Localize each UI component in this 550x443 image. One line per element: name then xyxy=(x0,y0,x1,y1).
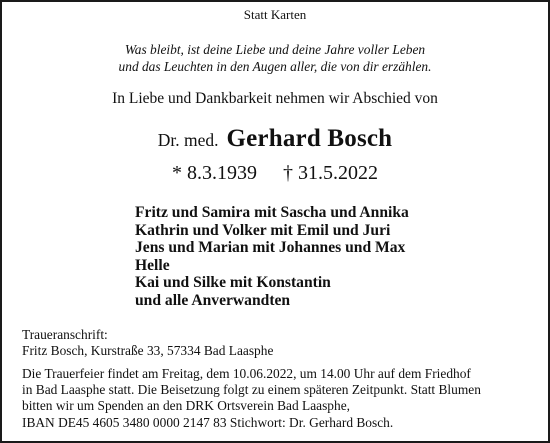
verse-line: und das Leuchten in den Augen aller, die von dir erzählen. xyxy=(118,59,432,74)
family-list xyxy=(135,204,409,309)
address-label: Traueranschrift: xyxy=(22,327,108,342)
deceased-title: Dr. med. xyxy=(157,130,219,150)
verse-line: Was bleibt, ist deine Liebe und deine Jahre voller Leben xyxy=(124,42,426,57)
family-line: Helle xyxy=(135,256,170,274)
header-text: Statt Karten xyxy=(243,7,307,22)
family-line: Kathrin und Volker mit Emil und Juri xyxy=(135,221,391,239)
funeral-line: in Bad Laasphe statt. Die Beisetzung folgt zu einem späteren Zeitpunkt. Statt Blumen xyxy=(22,382,481,398)
funeral-line: bitten wir um Spenden an den DRK Ortsverein Bad Laasphe, xyxy=(22,398,350,414)
mourning-address xyxy=(22,327,273,359)
deceased-name-row xyxy=(2,125,548,153)
intro-text: In Liebe und Dankbarkeit nehmen wir Abschied von xyxy=(112,90,438,107)
birth-date: * 8.3.1939 xyxy=(172,162,257,184)
funeral-line: IBAN DE45 4605 3480 0000 2147 83 Stichwort: Dr. Gerhard Bosch. xyxy=(22,414,394,430)
family-line: Fritz und Samira mit Sascha und Annika xyxy=(135,204,409,221)
address-value: Fritz Bosch, Kurstraße 33, 57334 Bad Laasphe xyxy=(22,343,274,358)
life-dates xyxy=(2,162,548,185)
family-line: Kai und Silke mit Konstantin xyxy=(135,274,331,291)
funeral-notice xyxy=(22,366,481,431)
death-date: † 31.5.2022 xyxy=(283,162,378,184)
deceased-name: Gerhard Bosch xyxy=(226,125,393,152)
family-line: und alle Anverwandten xyxy=(135,291,291,309)
family-line: Jens und Marian mit Johannes und Max xyxy=(135,239,406,256)
funeral-line: Die Trauerfeier findet am Freitag, dem 10.06.2022, um 14.00 Uhr auf dem Friedhof xyxy=(22,366,471,381)
